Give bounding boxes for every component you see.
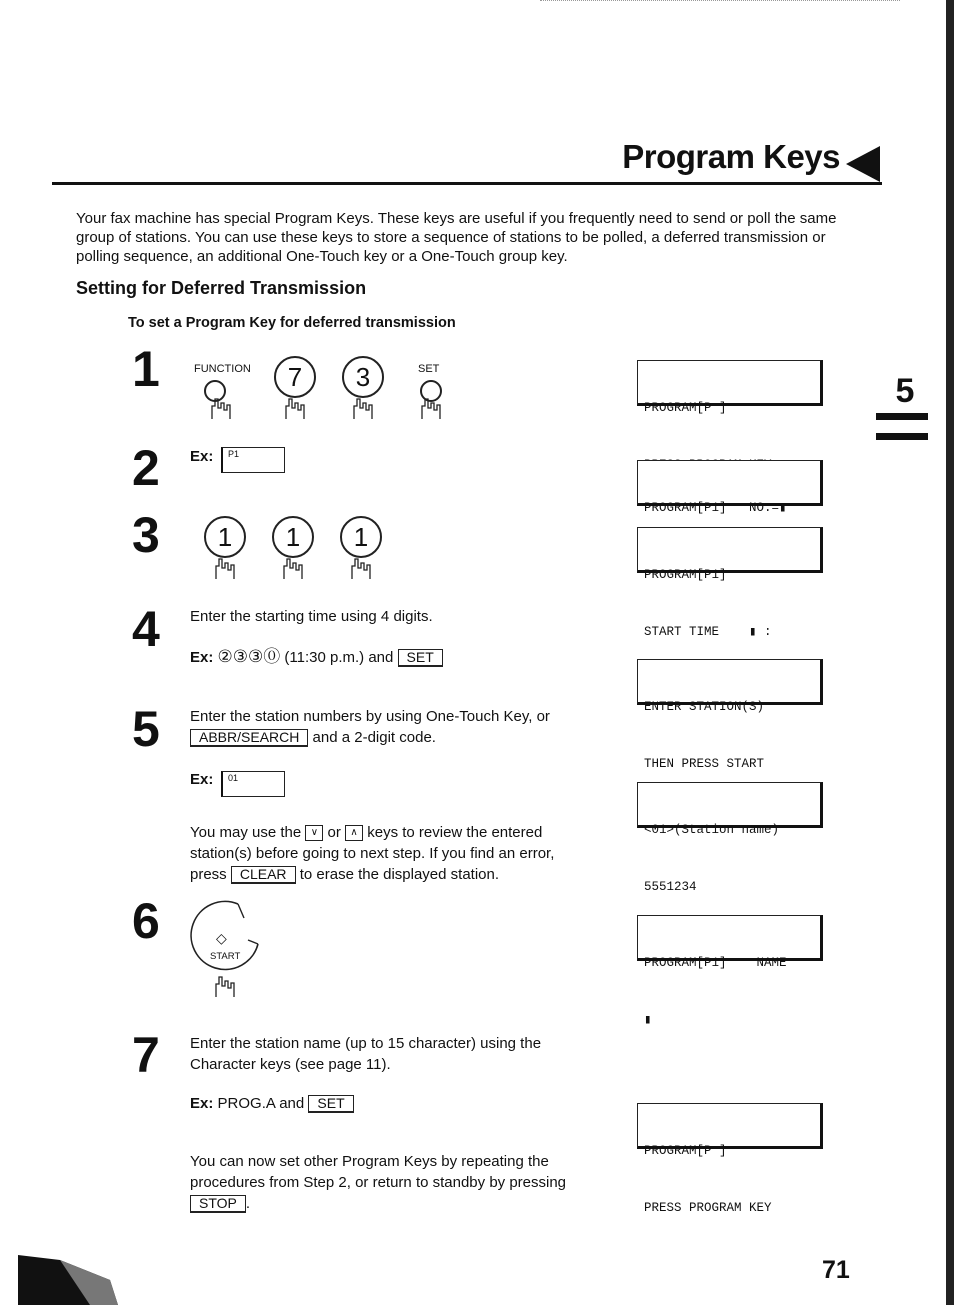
lcd-line: PROGRAM[P ] <box>644 401 727 415</box>
set-key-label: SET <box>418 363 440 375</box>
step-instruction <box>190 1033 590 1075</box>
lcd-display <box>637 460 823 515</box>
stop-key[interactable]: STOP <box>190 1195 246 1213</box>
section-heading: Setting for Deferred Transmission <box>76 278 367 298</box>
example-label: Ex: <box>190 771 214 788</box>
note-text: You may use the <box>190 824 302 841</box>
finger-press-icon <box>212 974 238 998</box>
chapter-bar <box>876 413 928 420</box>
page-edge <box>946 0 954 1305</box>
function-key-label: FUNCTION <box>194 363 251 375</box>
page-title: Program Keys <box>622 138 840 175</box>
closing-period: . <box>245 1195 251 1212</box>
step-number: 1 <box>132 341 160 397</box>
lcd-line: START TIME ▮ : <box>644 625 772 639</box>
lcd-display <box>637 527 823 639</box>
step-instruction <box>190 706 590 748</box>
lcd-line: ENTER STATION(S) <box>644 700 765 714</box>
finger-press-icon <box>418 396 444 420</box>
digit-key-1[interactable]: 1 <box>340 516 382 558</box>
lcd-line: PRESS PROGRAM KEY <box>644 1201 772 1215</box>
lcd-display <box>637 1103 823 1215</box>
note-text: keys to review the entered <box>367 824 543 841</box>
lcd-line: 5551234 <box>644 880 697 894</box>
step-example <box>190 646 443 668</box>
lcd-line: PROGRAM[P1] NAME <box>644 956 787 970</box>
finger-press-icon <box>348 556 374 580</box>
step-text: Character keys (see page 11). <box>190 1056 391 1073</box>
closing-text: You can now set other Program Keys by repeating the <box>190 1153 549 1170</box>
sub-heading: To set a Program Key for deferred transmission <box>128 315 456 331</box>
lcd-line: ▮ <box>644 1013 652 1027</box>
scan-corner-mark <box>0 1250 120 1305</box>
finger-press-icon <box>208 396 234 420</box>
digit-key-1[interactable]: 1 <box>204 516 246 558</box>
one-touch-key-01[interactable]: 01 <box>221 771 285 797</box>
lcd-line: PROGRAM[P1] <box>644 568 727 582</box>
lcd-line: <01>(Station name) <box>644 823 780 837</box>
finger-press-icon <box>350 396 376 420</box>
start-icon: ◇ <box>216 930 227 946</box>
example-label: Ex: <box>190 448 214 465</box>
example-label: Ex: <box>190 1095 214 1112</box>
note-text: or <box>327 824 341 841</box>
step-number: 5 <box>132 701 160 757</box>
example-note: (11:30 p.m.) and <box>284 649 394 666</box>
step-text: Enter the station numbers by using One-Touch Key, or <box>190 708 550 725</box>
program-key-p1[interactable]: P1 <box>221 447 285 473</box>
closing-text: procedures from Step 2, or return to standby by pressing <box>190 1174 567 1191</box>
finger-press-icon <box>280 556 306 580</box>
lcd-line: THEN PRESS START <box>644 757 765 771</box>
digit-key-1[interactable]: 1 <box>272 516 314 558</box>
example-note: PROG.A and <box>217 1095 305 1112</box>
abbr-search-key[interactable]: ABBR/SEARCH <box>190 729 308 747</box>
step-number: 6 <box>132 893 160 949</box>
chapter-bar <box>876 433 928 440</box>
finger-press-icon <box>282 396 308 420</box>
set-key[interactable]: SET <box>398 649 443 667</box>
digit-key-3[interactable]: 3 <box>342 356 384 398</box>
set-key[interactable]: SET <box>308 1095 353 1113</box>
example-label: Ex: <box>190 649 214 666</box>
example-digits: ②③③⓪ <box>217 647 281 666</box>
lcd-display <box>637 915 823 1027</box>
step-example <box>190 1093 354 1114</box>
lcd-display <box>637 360 823 415</box>
step-instruction: Enter the starting time using 4 digits. <box>190 608 433 625</box>
down-arrow-key[interactable]: ∨ <box>305 825 323 841</box>
step-text: Enter the station name (up to 15 character) using the <box>190 1035 542 1052</box>
closing-paragraph <box>190 1151 610 1214</box>
intro-paragraph: Your fax machine has special Program Keys. These keys are useful if you frequently need to send or poll the same group of stations. You can use these keys to store a sequence of stations to be polled, a deferred transmission or polling sequence, an additional One-Touch key or a One-Touch group key. <box>76 210 837 265</box>
review-note <box>190 822 600 885</box>
lcd-display <box>637 659 823 771</box>
top-border-line <box>540 0 900 2</box>
note-text: to erase the displayed station. <box>299 866 500 883</box>
step-text: and a 2-digit code. <box>312 729 436 746</box>
lcd-display <box>637 782 823 894</box>
lcd-line: PROGRAM[P1] NO.=▮ <box>644 501 787 515</box>
up-arrow-key[interactable]: ∧ <box>345 825 363 841</box>
step-number: 2 <box>132 440 160 496</box>
note-text: station(s) before going to next step. If you find an error, <box>190 845 555 862</box>
step-number: 3 <box>132 507 160 563</box>
finger-press-icon <box>212 556 238 580</box>
chapter-number: 5 <box>895 372 915 410</box>
title-rule <box>52 182 882 185</box>
digit-key-7[interactable]: 7 <box>274 356 316 398</box>
lcd-line: PROGRAM[P ] <box>644 1144 727 1158</box>
clear-key[interactable]: CLEAR <box>231 866 296 884</box>
step-number: 4 <box>132 601 160 657</box>
step-number: 7 <box>132 1027 160 1083</box>
start-key-label: START <box>210 951 241 962</box>
title-arrow-icon <box>846 146 880 182</box>
note-text: press <box>190 866 227 883</box>
page-number: 71 <box>822 1256 850 1284</box>
